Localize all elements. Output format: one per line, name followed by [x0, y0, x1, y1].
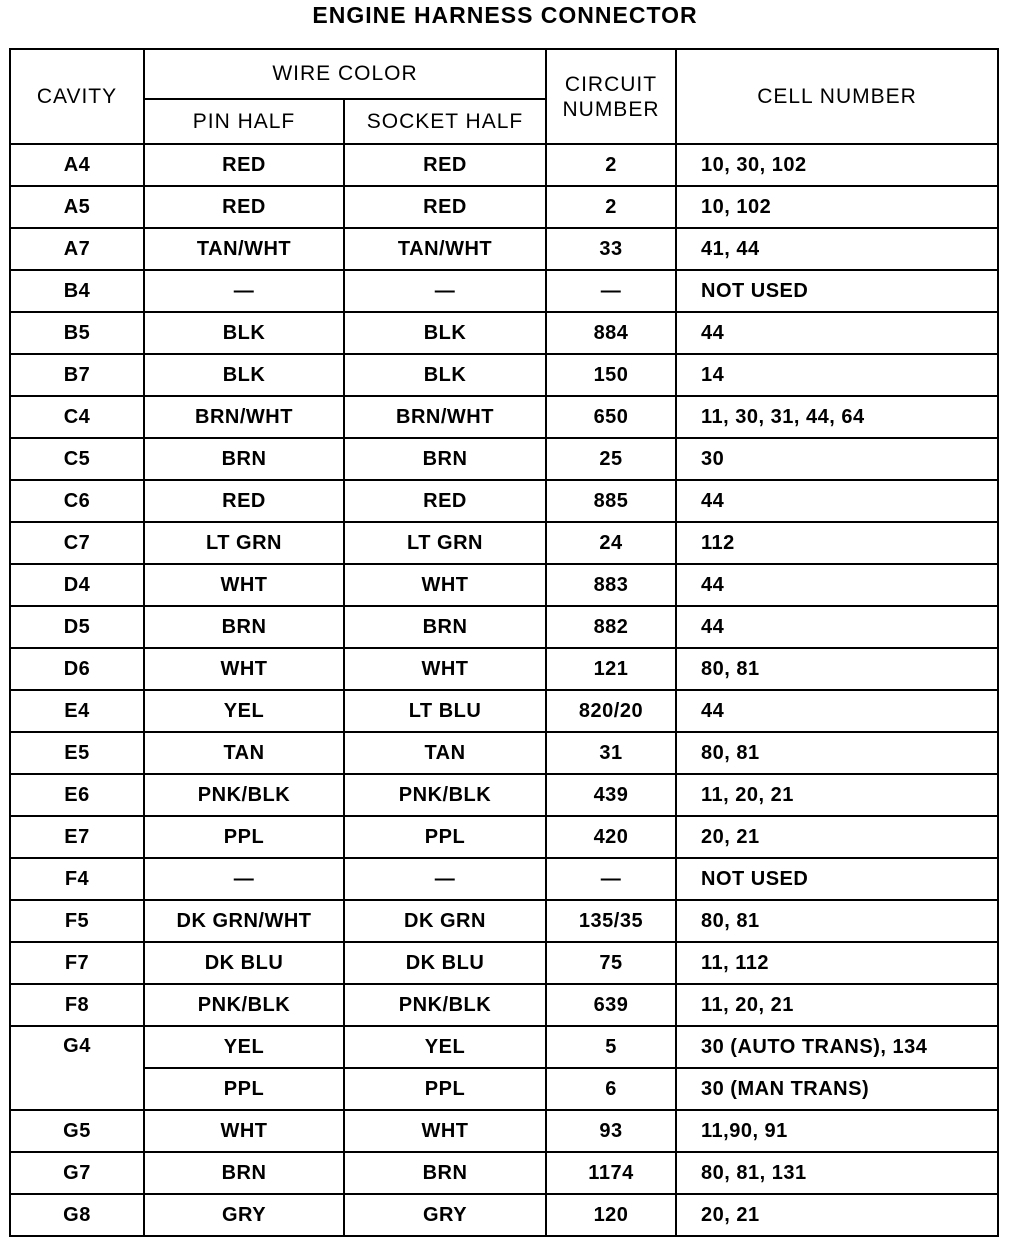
- circuit-number-cell: 2: [546, 144, 676, 186]
- cell-number-cell: NOT USED: [676, 858, 998, 900]
- socket-half-cell: DK BLU: [344, 942, 546, 984]
- circuit-number-cell: 420: [546, 816, 676, 858]
- pin-half-cell: DK BLU: [144, 942, 344, 984]
- circuit-number-cell: 6: [546, 1068, 676, 1110]
- socket-half-cell: WHT: [344, 564, 546, 606]
- pin-half-cell: TAN/WHT: [144, 228, 344, 270]
- cavity-cell: E7: [10, 816, 144, 858]
- table-row: [10, 858, 998, 900]
- pin-half-cell: WHT: [144, 564, 344, 606]
- socket-half-cell: TAN: [344, 732, 546, 774]
- pin-half-cell: BLK: [144, 354, 344, 396]
- cell-number-cell: 112: [676, 522, 998, 564]
- circuit-number-cell: 650: [546, 396, 676, 438]
- socket-half-cell: PNK/BLK: [344, 984, 546, 1026]
- wire-color-header: WIRE COLOR: [144, 49, 546, 99]
- cell-number-cell: 44: [676, 312, 998, 354]
- cavity-cell: B7: [10, 354, 144, 396]
- socket-half-cell: RED: [344, 480, 546, 522]
- cell-number-cell: 14: [676, 354, 998, 396]
- socket-half-cell: LT GRN: [344, 522, 546, 564]
- page-title: ENGINE HARNESS CONNECTOR: [312, 2, 698, 28]
- pin-half-cell: BRN: [144, 606, 344, 648]
- table-row: [10, 1110, 998, 1152]
- cell-number-cell: 20, 21: [676, 816, 998, 858]
- pin-half-cell: PPL: [144, 816, 344, 858]
- cell-number-cell: 80, 81: [676, 648, 998, 690]
- table-row: [10, 354, 998, 396]
- table-row: [10, 900, 998, 942]
- table-row: [10, 1026, 998, 1068]
- pin-half-cell: —: [144, 270, 344, 312]
- cell-number-cell: 11, 112: [676, 942, 998, 984]
- cavity-cell: B5: [10, 312, 144, 354]
- cell-number-header: CELL NUMBER: [676, 49, 998, 144]
- cavity-cell: C4: [10, 396, 144, 438]
- circuit-number-cell: —: [546, 270, 676, 312]
- table-row: [10, 522, 998, 564]
- circuit-number-cell: 24: [546, 522, 676, 564]
- table-row: [10, 186, 998, 228]
- table-row: [10, 396, 998, 438]
- circuit-number-cell: 439: [546, 774, 676, 816]
- cell-number-cell: 11,90, 91: [676, 1110, 998, 1152]
- pin-half-cell: —: [144, 858, 344, 900]
- circuit-number-cell: 2: [546, 186, 676, 228]
- socket-half-cell: TAN/WHT: [344, 228, 546, 270]
- cavity-cell: F5: [10, 900, 144, 942]
- pin-half-cell: RED: [144, 480, 344, 522]
- table-row: [10, 1068, 998, 1110]
- pin-half-cell: WHT: [144, 648, 344, 690]
- cavity-cell: F7: [10, 942, 144, 984]
- socket-half-cell: BLK: [344, 312, 546, 354]
- socket-half-cell: BRN: [344, 606, 546, 648]
- cavity-cell: D6: [10, 648, 144, 690]
- socket-half-header: SOCKET HALF: [344, 99, 546, 144]
- cell-number-cell: 80, 81: [676, 732, 998, 774]
- cavity-cell: D5: [10, 606, 144, 648]
- pin-half-cell: TAN: [144, 732, 344, 774]
- table-row: [10, 1152, 998, 1194]
- pin-half-cell: BLK: [144, 312, 344, 354]
- cell-number-cell: 11, 30, 31, 44, 64: [676, 396, 998, 438]
- circuit-number-cell: 121: [546, 648, 676, 690]
- cell-number-cell: 44: [676, 606, 998, 648]
- pin-half-cell: RED: [144, 186, 344, 228]
- table-header: [10, 49, 998, 144]
- table-row: [10, 816, 998, 858]
- pin-half-cell: DK GRN/WHT: [144, 900, 344, 942]
- cavity-cell: E5: [10, 732, 144, 774]
- socket-half-cell: LT BLU: [344, 690, 546, 732]
- pin-half-cell: YEL: [144, 1026, 344, 1068]
- circuit-number-cell: 25: [546, 438, 676, 480]
- socket-half-cell: YEL: [344, 1026, 546, 1068]
- cavity-cell: A5: [10, 186, 144, 228]
- pin-half-cell: BRN/WHT: [144, 396, 344, 438]
- socket-half-cell: PNK/BLK: [344, 774, 546, 816]
- circuit-number-cell: 75: [546, 942, 676, 984]
- circuit-number-cell: —: [546, 858, 676, 900]
- cavity-cell: D4: [10, 564, 144, 606]
- cavity-cell: F8: [10, 984, 144, 1026]
- circuit-number-cell: 120: [546, 1194, 676, 1236]
- circuit-number-cell: 93: [546, 1110, 676, 1152]
- cell-number-cell: 30: [676, 438, 998, 480]
- socket-half-cell: WHT: [344, 648, 546, 690]
- circuit-number-cell: 883: [546, 564, 676, 606]
- pin-half-cell: WHT: [144, 1110, 344, 1152]
- socket-half-cell: BRN: [344, 438, 546, 480]
- cell-number-cell: 80, 81, 131: [676, 1152, 998, 1194]
- circuit-number-cell: 820/20: [546, 690, 676, 732]
- table-row: [10, 648, 998, 690]
- cavity-cell: A4: [10, 144, 144, 186]
- circuit-number-cell: 882: [546, 606, 676, 648]
- table-row: [10, 270, 998, 312]
- table-row: [10, 606, 998, 648]
- pin-half-cell: GRY: [144, 1194, 344, 1236]
- pin-half-cell: PNK/BLK: [144, 984, 344, 1026]
- cell-number-cell: 30 (MAN TRANS): [676, 1068, 998, 1110]
- circuit-number-header: [546, 49, 676, 144]
- socket-half-cell: —: [344, 858, 546, 900]
- cavity-cell: C6: [10, 480, 144, 522]
- table-row: [10, 984, 998, 1026]
- table-row: [10, 438, 998, 480]
- circuit-number-cell: 33: [546, 228, 676, 270]
- circuit-number-cell: 31: [546, 732, 676, 774]
- pin-half-cell: BRN: [144, 438, 344, 480]
- table-body: [10, 144, 998, 1236]
- cell-number-cell: 41, 44: [676, 228, 998, 270]
- circuit-number-cell: 150: [546, 354, 676, 396]
- pin-half-cell: PNK/BLK: [144, 774, 344, 816]
- cavity-cell: G7: [10, 1152, 144, 1194]
- table-row: [10, 690, 998, 732]
- circuit-number-header-text: CIRCUIT NUMBER: [562, 72, 660, 121]
- socket-half-cell: DK GRN: [344, 900, 546, 942]
- circuit-number-cell: 884: [546, 312, 676, 354]
- cell-number-cell: NOT USED: [676, 270, 998, 312]
- circuit-number-cell: 885: [546, 480, 676, 522]
- socket-half-cell: RED: [344, 186, 546, 228]
- cavity-cell: B4: [10, 270, 144, 312]
- cell-number-cell: 11, 20, 21: [676, 984, 998, 1026]
- socket-half-cell: BRN/WHT: [344, 396, 546, 438]
- socket-half-cell: WHT: [344, 1110, 546, 1152]
- pin-half-cell: YEL: [144, 690, 344, 732]
- pin-half-cell: BRN: [144, 1152, 344, 1194]
- cavity-cell: A7: [10, 228, 144, 270]
- cell-number-cell: 44: [676, 564, 998, 606]
- table-row: [10, 312, 998, 354]
- circuit-number-cell: 5: [546, 1026, 676, 1068]
- cell-number-cell: 11, 20, 21: [676, 774, 998, 816]
- cell-number-cell: 44: [676, 480, 998, 522]
- socket-half-cell: GRY: [344, 1194, 546, 1236]
- circuit-number-cell: 1174: [546, 1152, 676, 1194]
- circuit-number-cell: 135/35: [546, 900, 676, 942]
- cell-number-cell: 10, 30, 102: [676, 144, 998, 186]
- cavity-cell: F4: [10, 858, 144, 900]
- cavity-cell: C7: [10, 522, 144, 564]
- cavity-header: CAVITY: [10, 49, 144, 144]
- pin-half-header: PIN HALF: [144, 99, 344, 144]
- cavity-cell: E4: [10, 690, 144, 732]
- circuit-number-cell: 639: [546, 984, 676, 1026]
- pin-half-cell: RED: [144, 144, 344, 186]
- cell-number-cell: 80, 81: [676, 900, 998, 942]
- cavity-cell: C5: [10, 438, 144, 480]
- table-row: [10, 228, 998, 270]
- cavity-cell: G8: [10, 1194, 144, 1236]
- cell-number-cell: 30 (AUTO TRANS), 134: [676, 1026, 998, 1068]
- cell-number-cell: 10, 102: [676, 186, 998, 228]
- cavity-cell: G4: [10, 1026, 144, 1110]
- table-row: [10, 942, 998, 984]
- table-row: [10, 774, 998, 816]
- socket-half-cell: PPL: [344, 816, 546, 858]
- cavity-cell: E6: [10, 774, 144, 816]
- socket-half-cell: —: [344, 270, 546, 312]
- pin-half-cell: PPL: [144, 1068, 344, 1110]
- table-row: [10, 732, 998, 774]
- table-row: [10, 564, 998, 606]
- cell-number-cell: 44: [676, 690, 998, 732]
- cavity-cell: G5: [10, 1110, 144, 1152]
- harness-table: [9, 48, 999, 1237]
- table-row: [10, 480, 998, 522]
- socket-half-cell: BRN: [344, 1152, 546, 1194]
- table-row: [10, 144, 998, 186]
- socket-half-cell: BLK: [344, 354, 546, 396]
- socket-half-cell: RED: [344, 144, 546, 186]
- pin-half-cell: LT GRN: [144, 522, 344, 564]
- socket-half-cell: PPL: [344, 1068, 546, 1110]
- cell-number-cell: 20, 21: [676, 1194, 998, 1236]
